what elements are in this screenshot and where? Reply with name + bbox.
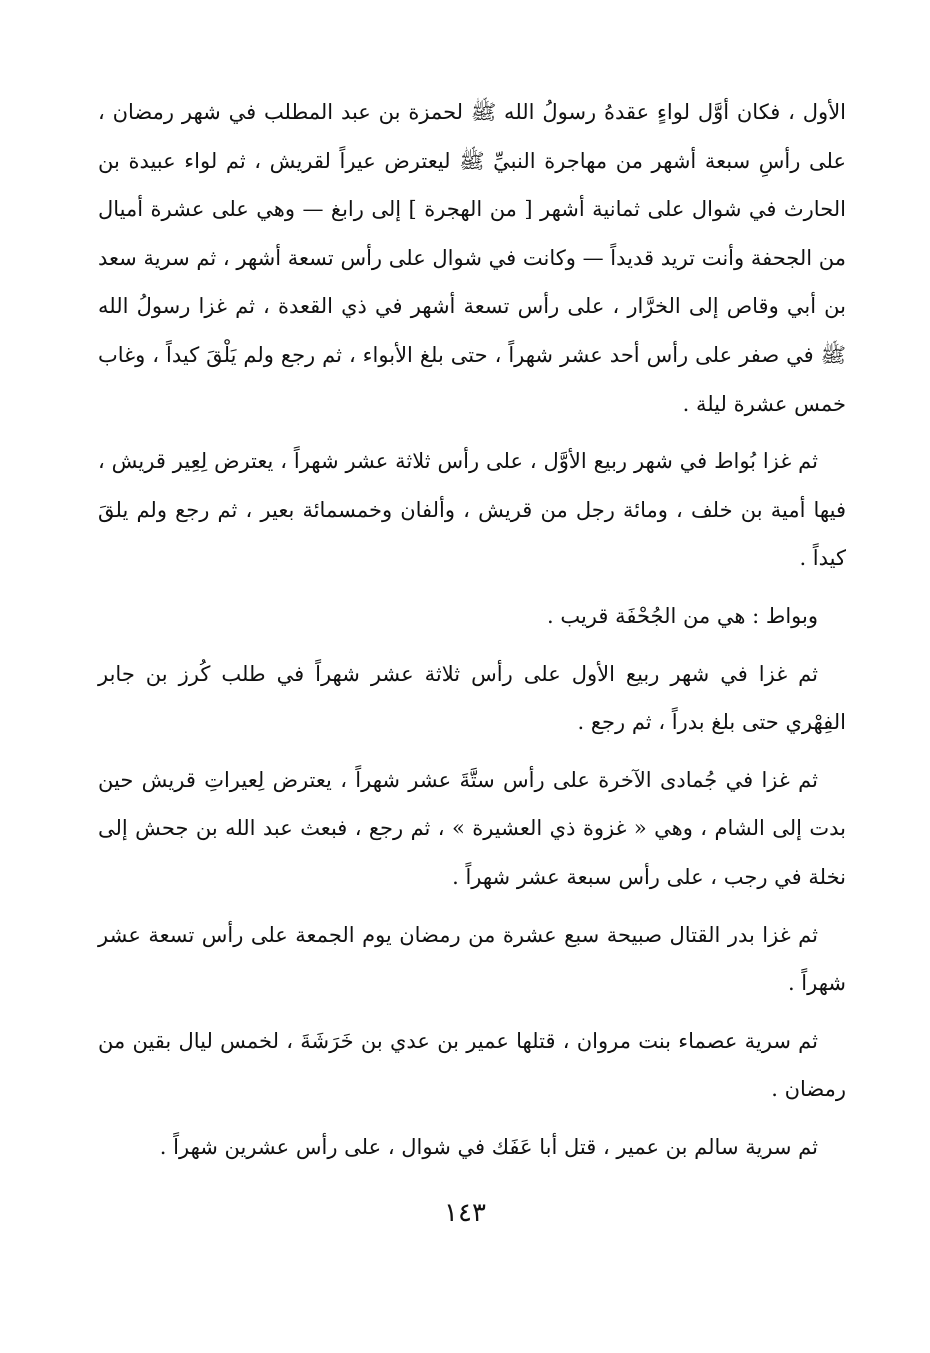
page-body bbox=[98, 88, 846, 1180]
paragraph-1: الأول ، فكان أوَّل لواءٍ عقدهُ رسولُ الله ﷺ لحمزة بن عبد المطلب في شهر رمضان ، على رأسِ سبعة أشهر من مهاجرة النبيِّ ﷺ ليعترض عيراً لقريش ، ثم لواء عبيدة بن الحارث في شوال على ثمانية أشهر [ من الهجرة ] إلى رابغ — وهي على عشرة أميال من الجحفة وأنت تريد قديداً — وكانت في شوال على رأس تسعة أشهر ، ثم سرية سعد بن أبي وقاص إلى الخرَّار ، على رأس تسعة أشهر في ذي القعدة ، ثم غزا رسولُ الله ﷺ في صفر على رأس أحد عشر شهراً ، حتى بلغ الأبواء ، ثم رجع ولم يَلْقَ كيداً ، وغاب خمس عشرة ليلة . bbox=[98, 100, 846, 416]
paragraph-6: ثم غزا بدر القتال صبيحة سبع عشرة من رمضان يوم الجمعة على رأس تسعة عشر شهراً . bbox=[98, 922, 846, 996]
paragraph-3: وبواط : هي من الجُحْفَة قريب . bbox=[546, 603, 818, 628]
paragraph-2: ثم غزا بُواط في شهر ربيع الأوَّل ، على رأس ثلاثة عشر شهراً ، يعترض لِعِير قريش ، فيها أمية بن خلف ، ومائة رجل من قريش ، وألفان وخمسمائة بعير ، ثم رجع ولم يلقَ كيداً . bbox=[98, 449, 846, 571]
paragraph-5: ثم غزا في جُمادى الآخرة على رأس ستَّةَ عشر شهراً ، يعترض لِعيراتِ قريش حين بدت إلى الشام ، وهي « غزوة ذي العشيرة » ، ثم رجع ، فبعث عبد الله بن جحش إلى نخلة في رجب ، على رأس سبعة عشر شهراً . bbox=[98, 767, 846, 889]
paragraph-8: ثم سرية سالم بن عمير ، قتل أبا عَفَك في شوال ، على رأس عشرين شهراً . bbox=[159, 1134, 818, 1159]
paragraph-7: ثم سرية عصماء بنت مروان ، قتلها عمير بن عدي بن خَرَشَةَ ، لخمس ليال بقين من رمضان . bbox=[98, 1028, 846, 1102]
paragraph-4: ثم غزا في شهر ربيع الأول على رأس ثلاثة عشر شهراً في طلب كُرز بن جابر الفِهْري حتى بلغ بدراً ، ثم رجع . bbox=[98, 661, 846, 735]
page-number: ١٤٣ bbox=[444, 1198, 486, 1228]
